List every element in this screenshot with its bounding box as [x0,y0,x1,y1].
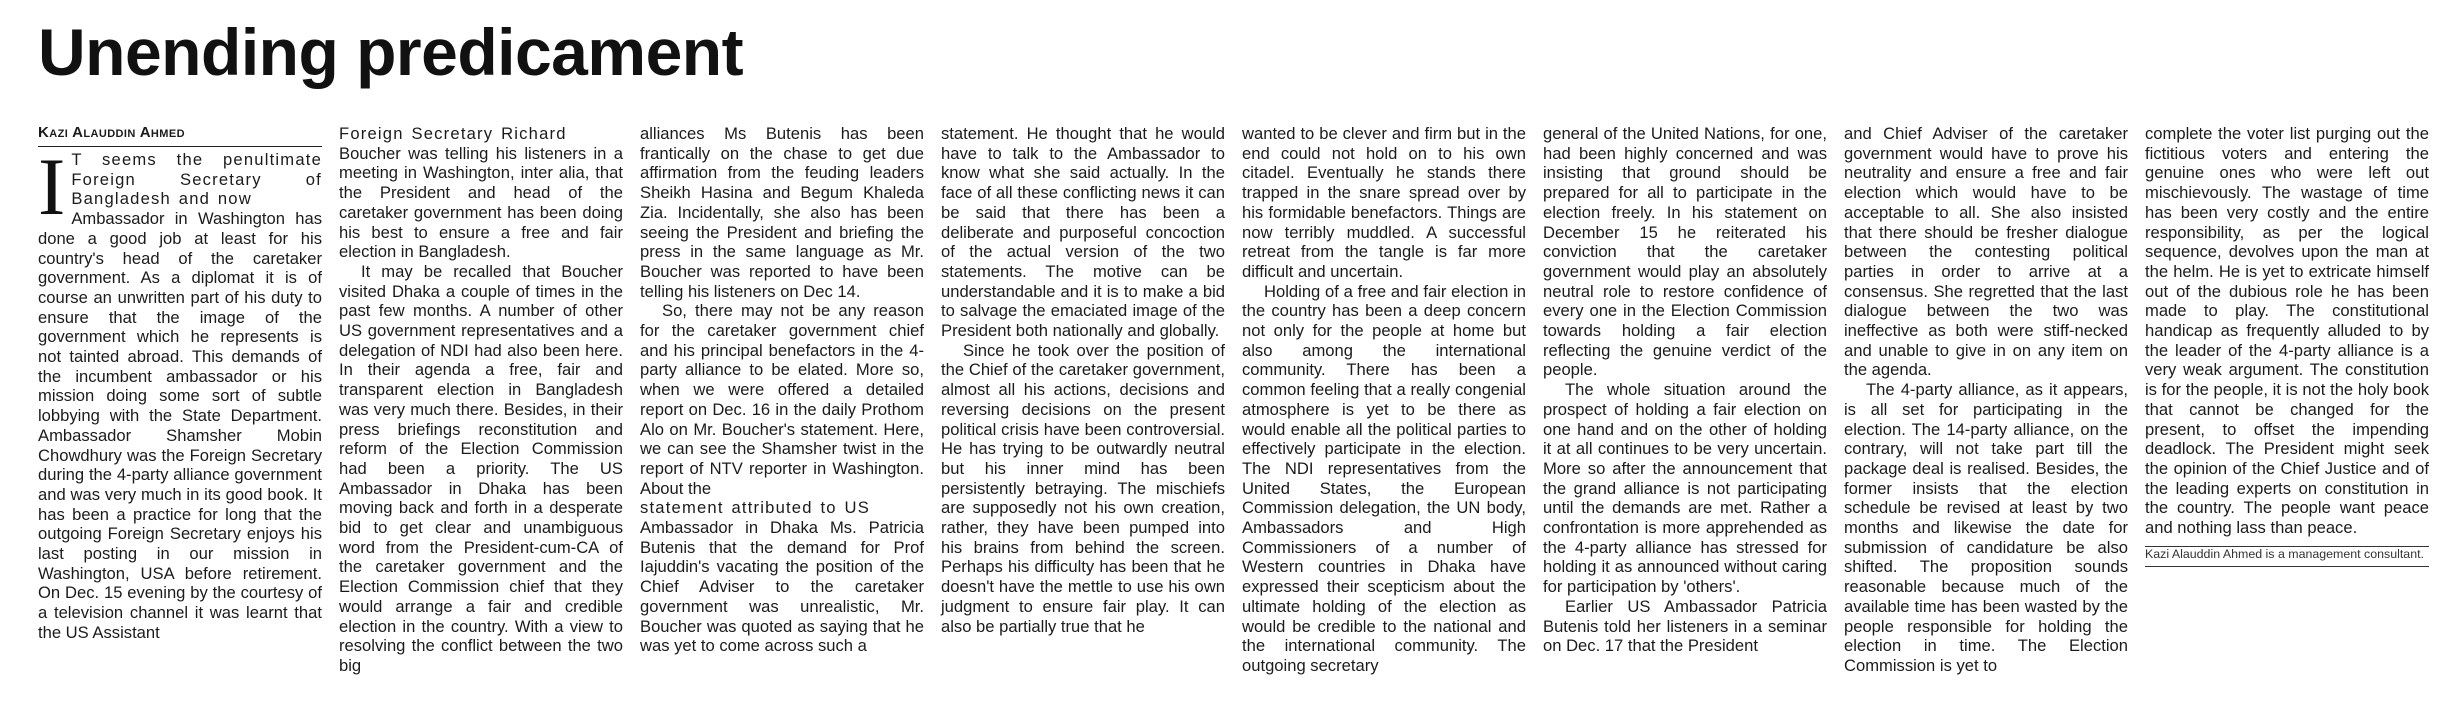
column-8 [2145,124,2429,567]
paragraph: complete the voter list purging out the fictitious voters and entering the genuine ones who were left out mischievously. The wastage of time has been very costly and the entire responsibility, as per the logical sequence, devolves upon the man at the helm. He is yet to extricate himself out of the dubious role he has been made to play. The constitutional handicap as frequently alluded to by the leader of the 4-party alliance is a very weak argument. The constitution is for the people, it is not the holy book that cannot be changed for the present, to offset the impending deadlock. The President might seek the opinion of the Chief Justice and of the leading experts on constitution in the country. The people want peace and nothing lass than peace. [2145,124,2429,538]
paragraph: The whole situation around the prospect of holding a fair election on one hand and on the other of holding it at all continues to be very uncertain. More so after the announcement that the grand alliance is not participating until the demands are met. Rather a confrontation is more apprehended as the 4-party alliance has stressed for holding it as announced without caring for participation by 'others'. [1543,380,1827,597]
paragraph: wanted to be clever and firm but in the end could not hold on to his own citadel. Eventually he stands there trapped in the snare spread over by his formidable benefactors. Things are now terribly muddled. A successful retreat from the tangle is far more difficult and uncertain. [1242,124,1526,281]
paragraph: alliances Ms Butenis has been frantically on the chase to get due affirmation from the feuding leaders Sheikh Hasina and Begum Khaleda Zia. Incidentally, she also has been seeing the President and briefing the press in the same language as Mr. Boucher was reported to have been telling his listeners on Dec 14. [640,124,924,301]
paragraph-lead: Foreign Secretary Richard [339,124,567,143]
paragraph: statement. He thought that he would have to talk to the Ambassador to know what she said actually. In the face of all these conflicting news it can be said that there has been a deliberate and purposeful concoction of the actual version of the two statements. The motive can be understandable and it is to make a bid to salvage the emaciated image of the President both nationally and globally. [941,124,1225,341]
paragraph-line: statement attributed to US [640,498,870,518]
bio-divider-bottom [2145,566,2429,567]
column-4 [941,124,1225,636]
paragraph: The 4-party alliance, as it appears, is all set for participating in the election. The 14-party alliance, on the contrary, will not take part till the package deal is realised. Besides, the former insists that the election schedule be revised at least by two months and likewise the date for submission of candidature be also shifted. The proposition sounds reasonable because much of the available time has been wasted by the people responsible for holding the election in time. The Election Commission is yet to [1844,380,2128,675]
column-1 [38,124,322,643]
paragraph: Earlier US Ambassador Patricia Butenis told her listeners in a seminar on Dec. 17 that the President [1543,596,1827,656]
column-7 [1844,124,2128,676]
column-2 [339,124,623,676]
byline: Kazi Alauddin Ahmed [38,124,322,147]
drop-cap: I [38,141,66,232]
paragraph: Ambassador in Dhaka Ms. Patricia Butenis that the demand for Prof Iajuddin's vacating the position of the Chief Adviser to the caretaker government was unrealistic, Mr. Boucher was quoted as saying that he was yet to come across such a [640,518,924,656]
column-6 [1543,124,1827,656]
column-3 [640,124,924,656]
lead-text: T seems the penultimate Foreign Secretary of Bangladesh and now [71,150,322,209]
paragraph: So, there may not be any reason for the caretaker government chief and his principal benefactors in the 4-party alliance to be elated. More so, when we were offered a detailed report on Dec. 16 in the daily Prothom Alo on Mr. Boucher's statement. Here, we can see the Shamsher twist in the report of NTV reporter in Washington. About the [640,301,924,498]
paragraph: Boucher was telling his listeners in a meeting in Washington, inter alia, that the President and head of the caretaker government has been doing his best to ensure a free and fair election in Bangladesh. [339,143,623,262]
column-5 [1242,124,1526,676]
paragraph: general of the United Nations, for one, had been highly concerned and was insisting that ground should be prepared for all to participate in the election freely. In his statement on December 15 he reiterated his conviction that the caretaker government would play an absolutely neutral role to restore confidence of every one in the Election Commission towards holding a fair election reflecting the genuine verdict of the people. [1543,124,1827,380]
paragraph: Ambassador in Washington has done a good job at least for his country's head of the caretaker government. As a diplomat it is of course an unwritten part of his duty to ensure that the image of the government which he represents is not tainted abroad. This demands of the incumbent ambassador or his mission doing some sort of subtle lobbying with the State Department. Ambassador Shamsher Mobin Chowdhury was the Foreign Secretary during the 4-party alliance government and was very much in its good book. It has been a practice for long that the outgoing Foreign Secretary enjoys his last posting in our mission in Washington, USA before retirement. On Dec. 15 evening by the courtesy of a television channel it was learnt that the US Assistant [38,209,322,642]
paragraph: Since he took over the position of the Chief of the caretaker government, almost all his actions, decisions and reversing decisions on the present political crisis have been controversial. He has trying to be outwardly neutral but his inner mind has been persistently betraying. The mischiefs are supposedly not his own creation, rather, they have been pumped into his brains from behind the screen. Perhaps his difficulty has been that he doesn't have the mettle to use his own judgment to ensure fair play. It can also be partially true that he [941,340,1225,636]
paragraph: Holding of a free and fair election in the country has been a deep concern not only for the people at home but also among the international community. There has been a common feeling that a really congenial atmosphere is yet to be there as would enable all the political parties to effectively participate in the election. The NDI representatives from the United States, the European Commission delegation, the UN body, Ambassadors and High Commissioners of a number of Western countries in Dhaka have expressed their scepticism about the ultimate holding of the election as would be credible to the national and the international community. The outgoing secretary [1242,281,1526,675]
paragraph: and Chief Adviser of the caretaker government would have to prove his neutrality and ensure a free and fair election which would have to be acceptable to all. She also insisted that there should be fresher dialogue between the contesting political parties in order to arrive at a consensus. She regretted that the last dialogue between the two was ineffective as both were stiff-necked and unable to give in on any item on the agenda. [1844,124,2128,380]
paragraph: It may be recalled that Boucher visited Dhaka a couple of times in the past few months. A number of other US government representatives and a delegation of NDI had also been here. In their agenda a free, fair and transparent election in Bangladesh was very much there. Besides, in their press briefings reconstitution and reform of the Election Commission had been a priority. The US Ambassador in Dhaka has been moving back and forth in a desperate bid to get clear and unambiguous word from the President-cum-CA of the caretaker government and the Election Commission chief that they would arrange a fair and credible election in the country. With a view to resolving the conflict between the two big [339,261,623,675]
headline: Unending predicament [38,15,744,89]
author-bio: Kazi Alauddin Ahmed is a management consultant. [2145,546,2424,561]
